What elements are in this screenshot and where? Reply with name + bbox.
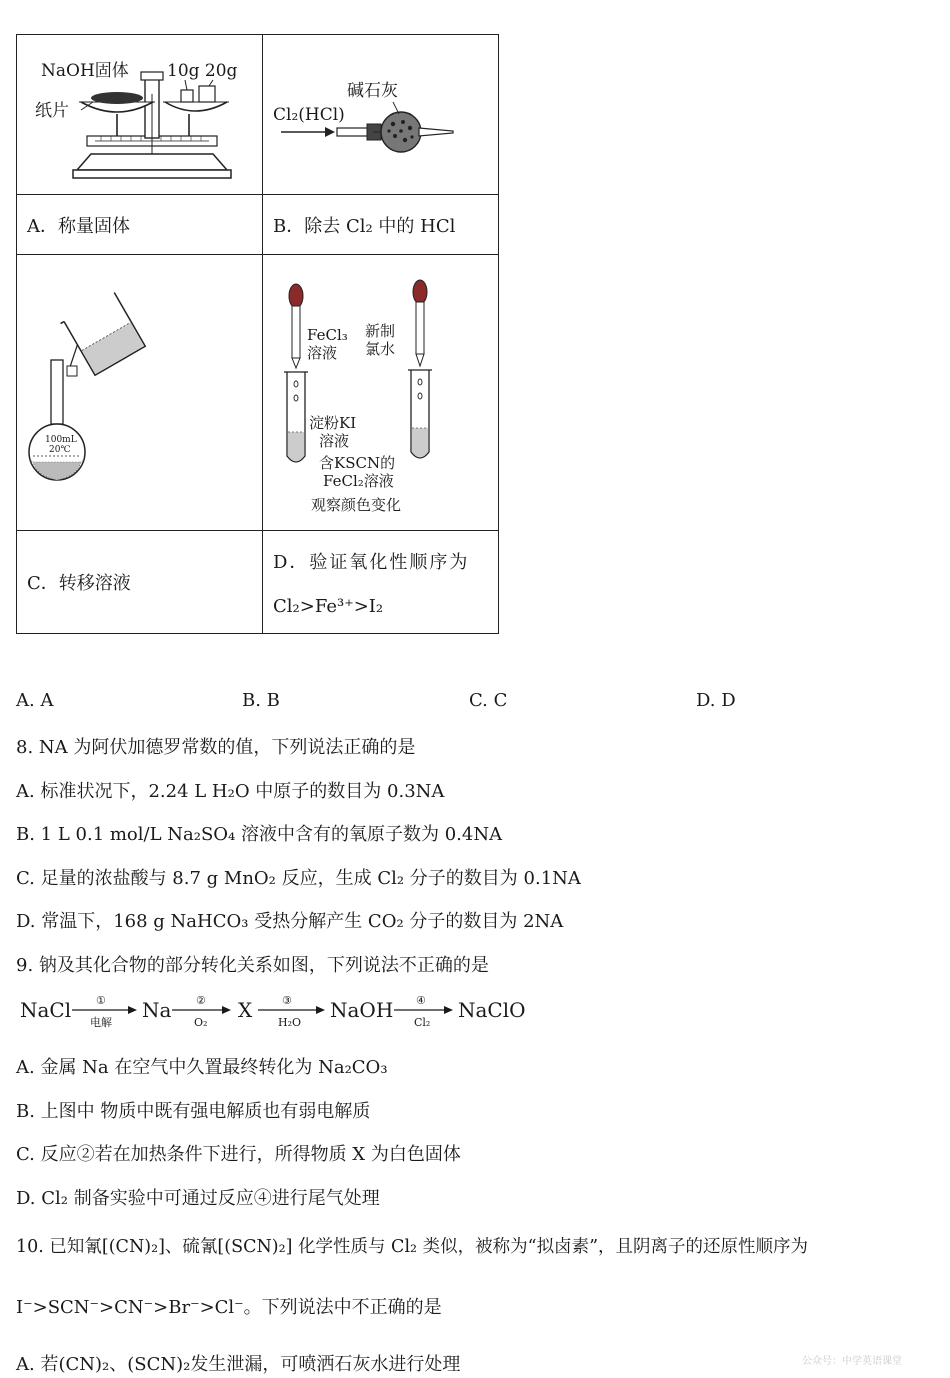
step3-num: ③ (282, 996, 292, 1007)
cell-c-figure (17, 255, 263, 531)
q8-option-a[interactable]: A. 标准状况下，2.24 L H₂O 中原子的数目为 0.3NA (16, 781, 445, 802)
test-tube-diagram (263, 256, 497, 530)
fresh-label: 新制 (365, 321, 396, 340)
weights-label: 10g 20g (167, 60, 238, 81)
drying-tube-diagram (263, 36, 497, 194)
apparatus-table (16, 34, 499, 634)
step2-num: ② (196, 996, 206, 1007)
species-na: Na (142, 998, 172, 1022)
caption-a: A．称量固体 (17, 195, 263, 255)
starch-ki-label: 淀粉KI (309, 413, 357, 432)
caption-d (263, 531, 499, 634)
fecl2-label: FeCl₂溶液 (323, 471, 394, 490)
fecl3-label: FeCl₃ (307, 325, 348, 344)
volumetric-flask-diagram (17, 256, 261, 530)
q7-option-c[interactable]: C. C (469, 690, 508, 711)
caption-d-line1: D．验证氧化性顺序为 (273, 551, 470, 573)
gas-label: Cl₂(HCl) (273, 104, 345, 125)
fecl3-solution-label: 溶液 (307, 343, 338, 362)
species-naoh: NaOH (330, 998, 394, 1022)
reaction-chain (20, 996, 540, 1030)
caption-d-line2: Cl₂>Fe³⁺>I₂ (273, 595, 384, 617)
kscn-label: 含KSCN的 (319, 453, 396, 472)
cell-a-figure (17, 35, 263, 195)
species-nacl: NaCl (20, 998, 72, 1022)
cell-b-figure (263, 35, 499, 195)
observe-label: 观察颜色变化 (311, 495, 402, 514)
step2-cond: O₂ (194, 1016, 208, 1029)
q8-option-c[interactable]: C. 足量的浓盐酸与 8.7 g MnO₂ 反应，生成 Cl₂ 分子的数目为 0.1NA (16, 868, 581, 889)
paper-label: 纸片 (35, 100, 69, 121)
caption-c: C．转移溶液 (17, 531, 263, 634)
soda-lime-label: 碱石灰 (347, 80, 398, 101)
q7-option-d[interactable]: D. D (696, 690, 736, 711)
q9-option-a[interactable]: A. 金属 Na 在空气中久置最终转化为 Na₂CO₃ (16, 1057, 388, 1078)
step1-num: ① (96, 996, 106, 1007)
q10-option-a[interactable]: A. 若(CN)₂、(SCN)₂发生泄漏，可喷洒石灰水进行处理 (16, 1354, 461, 1375)
caption-b: B．除去 Cl₂ 中的 HCl (263, 195, 499, 255)
step1-cond: 电解 (90, 1016, 112, 1029)
chlorine-water-label: 氯水 (365, 339, 396, 358)
q8-option-b[interactable]: B. 1 L 0.1 mol/L Na₂SO₄ 溶液中含有的氧原子数为 0.4NA (16, 824, 503, 845)
q10-stem-line2: I⁻>SCN⁻>CN⁻>Br⁻>Cl⁻。下列说法中不正确的是 (16, 1297, 442, 1318)
flask-volume-label: 100mL (45, 434, 77, 445)
q8-option-d[interactable]: D. 常温下，168 g NaHCO₃ 受热分解产生 CO₂ 分子的数目为 2NA (16, 911, 564, 932)
species-naclo: NaClO (458, 998, 526, 1022)
q9-option-b[interactable]: B. 上图中 物质中既有强电解质也有弱电解质 (16, 1101, 371, 1122)
cell-d-figure (263, 255, 499, 531)
watermark: 公众号：中学英语课堂 (802, 1356, 902, 1367)
q7-option-a[interactable]: A. A (16, 690, 54, 711)
species-x: X (238, 998, 253, 1022)
q9-option-c[interactable]: C. 反应②若在加热条件下进行，所得物质 X 为白色固体 (16, 1144, 461, 1165)
ki-solution-label: 溶液 (319, 431, 350, 450)
step4-num: ④ (416, 996, 426, 1007)
q7-option-b[interactable]: B. B (242, 690, 280, 711)
q9-stem: 9. 钠及其化合物的部分转化关系如图，下列说法不正确的是 (16, 955, 489, 976)
flask-temp-label: 20℃ (49, 444, 71, 455)
balance-diagram (17, 36, 261, 194)
q7-options (16, 690, 936, 714)
naoh-label: NaOH固体 (41, 60, 129, 81)
step3-cond: H₂O (278, 1016, 302, 1029)
q8-stem: 8. NA 为阿伏加德罗常数的值，下列说法正确的是 (16, 737, 416, 758)
q9-option-d[interactable]: D. Cl₂ 制备实验中可通过反应④进行尾气处理 (16, 1188, 380, 1209)
q10-stem-line1: 10. 已知氰[(CN)₂]、硫氰[(SCN)₂] 化学性质与 Cl₂ 类似，被称为“拟卤素”，且阴离子的还原性顺序为 (16, 1237, 809, 1257)
step4-cond: Cl₂ (414, 1016, 431, 1029)
